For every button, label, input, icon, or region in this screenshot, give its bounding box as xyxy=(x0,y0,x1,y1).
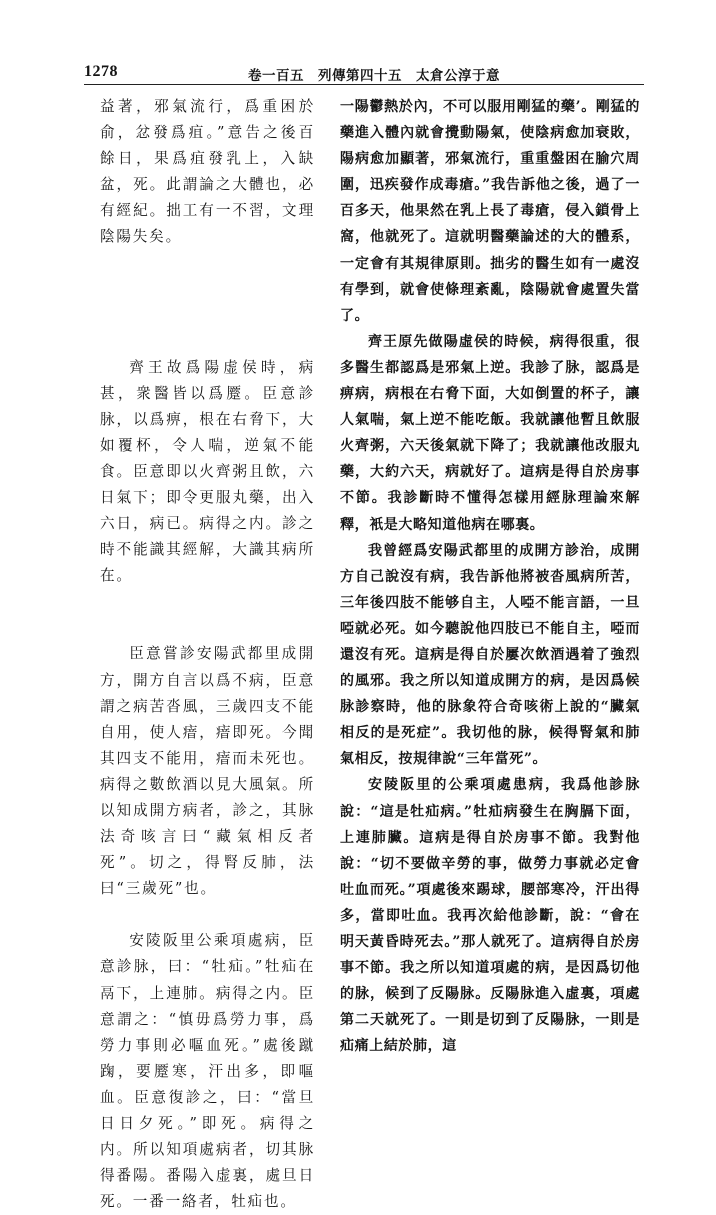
classical-paragraph: 安陵阪里公乘項處病，臣意診脉，曰：“牡疝。”牡疝在鬲下，上連肺。病得之内。臣意謂之：“慎毋爲勞力事，爲勞力事則必嘔血死。”處後蹴踘，要蹷寒，汗出多，即嘔血。臣意復診之，曰：“當旦日日夕死。”即死。病得之内。所以知項處病者，切其脉得番陽。番陽入虚裏，處旦日死。一番一絡者，牡疝也。 xyxy=(100,932,315,1211)
page-header xyxy=(0,0,716,92)
translation-paragraph: 安陵阪里的公乘項處患病，我爲他診脉說：“這是牡疝病。”牡疝病發生在胸膈下面，上連肺臟。這病是得自於房事不節。我對他說：“切不要做辛勞的事，做勞力事就必定會吐血而死。”項處後來踢球，腰部寒冷，汗出得多，當即吐血。我再次給他診斷，說：“會在明天黃昏時死去。”那人就死了。這病得自於房事不節。我之所以知道項處的病，是因爲切他的脉，候到了反陽脉。反陽脉進入虛裏，項處第二天就死了。一則是切到了反陽脉，一則是疝痛上結於肺，這 xyxy=(340,777,640,1055)
classical-paragraph: 益著，邪氣流行，爲重困於俞，忿發爲疽。”意告之後百餘日，果爲疽發乳上，入缺盆，死。此謂論之大體也，必有經紀。拙工有一不習，文理陰陽失矣。 xyxy=(100,98,315,246)
translation-paragraph: 一陽鬱熱於內，不可以服用剛猛的藥’。剛猛的藥進入體內就會攪動陽氣，使陰病愈加衰敗，陽病愈加顯著，邪氣流行，重重盤困在腧穴周圍，迅疾發作成毒瘡。”我告訴他之後，過了一百多天，他果然在乳上長了毒瘡，侵入鎖骨上窩，他就死了。這就明醫藥論述的大的體系，一定會有其規律原則。拙劣的醫生如有一處沒有學到，就會使條理紊亂，陰陽就會處置失當了。 xyxy=(340,99,640,324)
translation-paragraph: 齊王原先做陽虛侯的時候，病得很重，很多醫生都認爲是邪氣上逆。我診了脉，認爲是痹病，病根在右脅下面，大如倒置的杯子，讓人氣喘，氣上逆不能吃飯。我就讓他暫且飲服火齊粥，六天後氣就下降了；我就讓他改服丸藥，大約六天，病就好了。這病是得自於房事不節。我診斷時不懂得怎樣用經脉理論來解釋，衹是大略知道他病在哪裏。 xyxy=(340,333,640,533)
translation-column xyxy=(340,94,640,1059)
classical-text-column xyxy=(100,94,315,1215)
classical-paragraph: 臣意嘗診安陽武都里成開方，開方自言以爲不病，臣意謂之病苦沓風，三歲四支不能自用，使人瘖，瘖即死。今聞其四支不能用，瘖而未死也。病得之數飲酒以見大風氣。所以知成開方病者，診之，其脉法奇咳言曰“藏氣相反者死”。切之，得腎反肺，法曰“三歲死”也。 xyxy=(100,645,315,898)
running-title: 卷一百五 列傳第四十五 太倉公淳于意 xyxy=(248,68,500,84)
page-number: 1278 xyxy=(84,63,118,80)
header-rule xyxy=(84,84,644,85)
translation-paragraph: 我曾經爲安陽武都里的成開方診治，成開方自己說沒有病，我告訴他將被沓風病所苦，三年後四肢不能够自主，人啞不能言語，一旦啞就必死。如今聽說他四肢已不能自主，啞而還沒有死。這病是得自於屢次飲酒遇着了強烈的風邪。我之所以知道成開方的病，是因爲候脉診察時，他的脉象符合奇咳術上說的“臟氣相反的是死症”。我切他的脉，候得腎氣和肺氣相反，按規律說“三年當死”。 xyxy=(340,542,640,768)
classical-paragraph: 齊王故爲陽虚侯時，病甚，衆醫皆以爲蹷。臣意診脉，以爲痹，根在右脅下，大如覆杯，令人喘，逆氣不能食。臣意即以火齊粥且飲，六日氣下；即令更服丸藥，出入六日，病已。病得之内。診之時不能識其經解，大識其病所在。 xyxy=(100,358,315,585)
